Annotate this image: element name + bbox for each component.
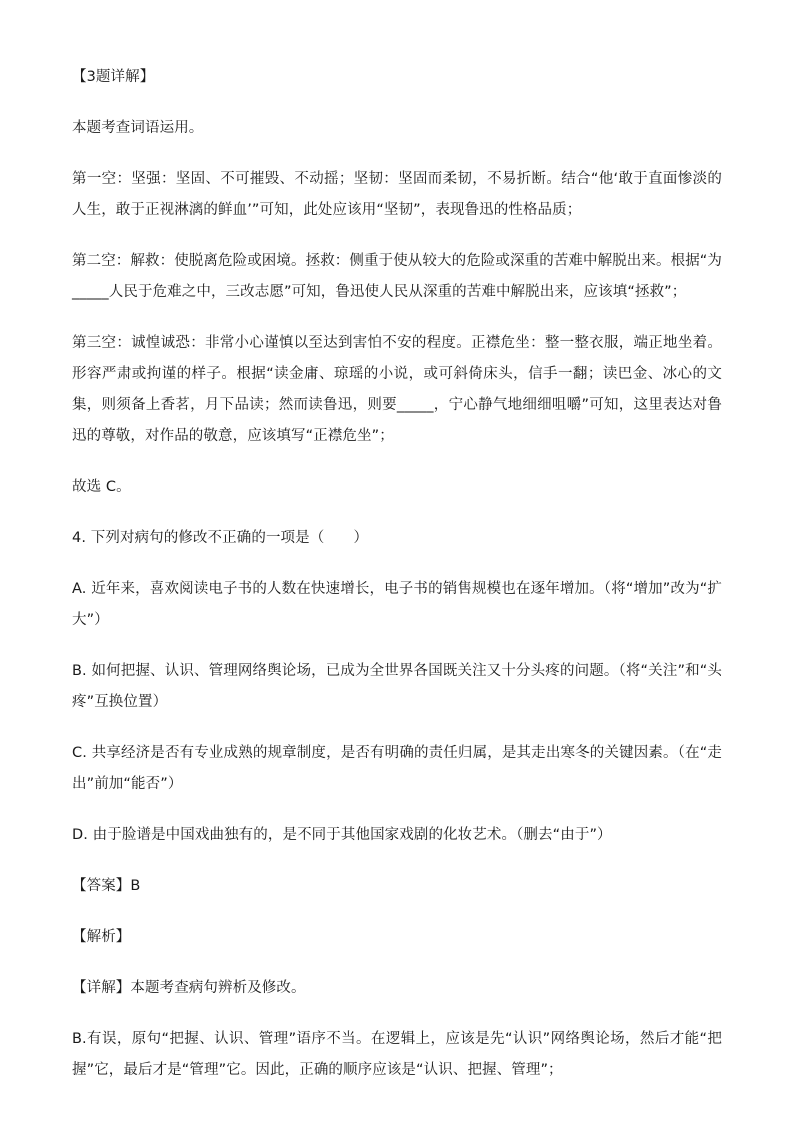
- paragraph: 【详解】本题考查病句辨析及修改。: [72, 980, 306, 996]
- option-a: A. 近年来，喜欢阅读电子书的人数在快速增长，电子书的销售规模也在逐年增加。（将“增加”改为“扩大”）: [72, 581, 722, 628]
- paragraph: 本题考查词语运用。: [72, 120, 204, 136]
- question-stem: 4. 下列对病句的修改不正确的一项是（ ）: [72, 530, 369, 546]
- section-heading: 【3题详解】: [72, 69, 155, 85]
- document-page: [72, 62, 722, 1106]
- paragraph: 故选 C。: [72, 479, 131, 495]
- paragraph: 第二空：解救：使脱离危险或困境。拯救：侧重于使从较大的危险或深重的苦难中解脱出来。根据“为_____人民于危难之中，三改志愿”可知，鲁迅使人民从深重的苦难中解脱出来，应该填“拯救”；: [72, 253, 723, 300]
- answer-label: 【答案】B: [72, 878, 141, 894]
- paragraph: B.有误，原句“把握、认识、管理”语序不当。在逻辑上，应该是先“认识”网络舆论场，然后才能“把握”它，最后才是“管理”它。因此，正确的顺序应该是“认识、把握、管理”；: [72, 1031, 722, 1078]
- option-d: D. 由于脸谱是中国戏曲独有的，是不同于其他国家戏剧的化妆艺术。（删去“由于”）: [72, 827, 612, 843]
- paragraph: 第一空：坚强：坚固、不可摧毁、不动摇；坚韧：坚固而柔韧，不易折断。结合“他‘敢于直面惨淡的人生，敢于正视淋漓的鲜血’”可知，此处应该用“坚韧”，表现鲁迅的性格品质；: [72, 171, 722, 218]
- option-b: B. 如何把握、认识、管理网络舆论场，已成为全世界各国既关注又十分头疼的问题。（将“关注”和“头疼”互换位置）: [72, 663, 722, 710]
- analysis-heading: 【解析】: [72, 929, 131, 945]
- option-c: C. 共享经济是否有专业成熟的规章制度，是否有明确的责任归属，是其走出寒冬的关键因素。（在“走出”前加“能否”）: [72, 745, 722, 792]
- paragraph: 第三空：诚惶诚恐：非常小心谨慎以至达到害怕不安的程度。正襟危坐：整一整衣服，端正地坐着。形容严肃或拘谨的样子。根据“读金庸、琼瑶的小说，或可斜倚床头，信手一翻；读巴金、冰心的文集，则须备上香茗，月下品读；然而读鲁迅，则要_____，宁心静气地细细咀嚼”可知，这里表达对鲁迅的尊敬，对作品的敬意，应该填写“正襟危坐”；: [72, 335, 722, 444]
